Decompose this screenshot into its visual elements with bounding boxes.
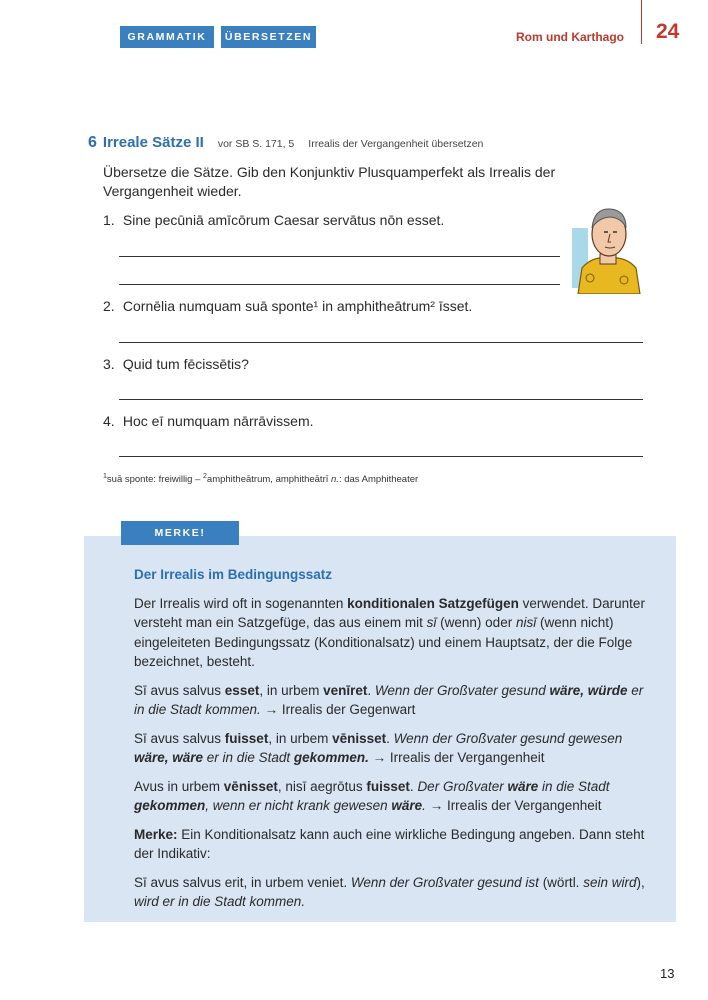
text-run: Sī avus salvus erit, in urbem veniet. (134, 874, 351, 890)
bold-run: fuisset (224, 730, 269, 746)
sentence-text: Hoc eī numquam nārrāvissem. (122, 413, 314, 429)
bold-run: vēnisset (332, 730, 387, 746)
text-run: Sī avus salvus (134, 682, 225, 698)
sentence-1 (103, 212, 444, 228)
text-run: verwendet. Darunter versteht man ein Satzgefüge, das aus einem mit (134, 595, 645, 630)
unit-title: Rom und Karthago (516, 30, 624, 44)
answer-line-1a[interactable] (119, 256, 560, 257)
text-run: Sī avus salvus (134, 730, 225, 746)
sentence-text: Quid tum fēcissētis? (122, 356, 249, 372)
italic-run: sī (426, 615, 437, 630)
header-divider (641, 0, 642, 44)
merke-note (134, 825, 654, 864)
text-run: , in urbem (259, 682, 324, 698)
footnote-marker-2: 2 (203, 473, 207, 480)
footnote-text-3: : das Amphitheater (338, 474, 419, 486)
text-run: . (386, 730, 394, 746)
merke-title: Der Irrealis im Bedingungssatz (134, 567, 333, 582)
bold-italic-run: wäre, würde (549, 682, 628, 698)
exercise-reference: vor SB S. 171, 5 (217, 138, 295, 150)
bold-italic-run: gekommen. (293, 750, 369, 765)
roman-portrait-illustration (568, 198, 646, 294)
text-run: , in urbem (268, 730, 333, 746)
text-run: (wenn nicht) eingeleiteten Bedingungssatz (Konditionalsatz) und einem Hauptsatz, der die Folge bezeichnet, besteht. (134, 615, 633, 669)
footnote (103, 473, 418, 485)
sentence-text: Sine pecūniā amīcōrum Caesar servātus nōn esset. (122, 212, 445, 228)
exercise-number: 6 (88, 134, 97, 151)
bold-run: fuisset (366, 778, 410, 794)
footnote-gender: n. (331, 474, 339, 486)
answer-line-2[interactable] (119, 342, 643, 343)
text-run: ), (636, 874, 645, 890)
tag-grammatik: GRAMMATIK (120, 26, 214, 48)
italic-run: in die Stadt (538, 778, 610, 794)
text-run: (wörtl. (538, 874, 584, 890)
sentence-number: 4. (103, 413, 115, 429)
bold-run: vēnisset (223, 778, 278, 794)
text-run: → Irrealis der Gegenwart (260, 702, 416, 717)
sentence-number: 3. (103, 356, 115, 372)
italic-run: wird er in die Stadt kommen. (134, 894, 306, 909)
text-run: → Irrealis der Vergangenheit (425, 798, 602, 813)
bold-run: konditionalen Satzgefügen (347, 595, 519, 611)
page-number: 13 (660, 966, 675, 981)
italic-run: . (422, 798, 426, 813)
footnote-text-1: suā sponte: freiwillig – (106, 474, 204, 486)
bold-run: Merke: (134, 826, 178, 842)
answer-line-4[interactable] (119, 456, 643, 457)
bold-italic-run: wäre (507, 778, 539, 794)
merke-example-vergangenheit-2 (134, 777, 654, 816)
italic-run: nisī (515, 615, 537, 630)
exercise-heading (88, 134, 483, 152)
text-run: . (409, 778, 418, 794)
italic-run: sein wird (583, 874, 637, 890)
italic-run: er in die Stadt (203, 750, 294, 765)
italic-run: er in die Stadt kommen. (134, 682, 644, 717)
sentence-text: Cornēlia numquam suā sponte¹ in amphitheātrum² īsset. (122, 298, 473, 314)
bold-italic-run: wäre (391, 798, 423, 813)
italic-run: Wenn der Großvater gesund ist (350, 874, 539, 890)
bold-run: esset (224, 682, 260, 698)
merke-example-indikativ (134, 873, 654, 912)
sentence-3 (103, 356, 249, 372)
text-run: Avus in urbem (134, 778, 224, 794)
exercise-title: Irreale Sätze II (102, 134, 204, 151)
text-run: Ein Konditionalsatz kann auch eine wirkliche Bedingung angeben. Dann steht der Indikativ: (134, 826, 645, 861)
text-run: (wenn) oder (436, 615, 516, 630)
merke-example-gegenwart (134, 681, 654, 720)
answer-line-1b[interactable] (119, 284, 560, 285)
italic-run: Der Großvater (417, 778, 508, 794)
footnote-text-2: amphitheātrum, amphitheātrī (206, 474, 332, 486)
exercise-instruction: Übersetze die Sätze. Gib den Konjunktiv Plusquamperfekt als Irrealis der Vergangenheit wieder. (103, 164, 556, 199)
sentence-4 (103, 413, 314, 429)
sentence-number: 2. (103, 298, 115, 314)
text-run: , nisī aegrōtus (277, 778, 367, 794)
italic-run: Wenn der Großvater gesund (374, 682, 550, 698)
text-run: → Irrealis der Vergangenheit (368, 750, 545, 765)
text-run: . (367, 682, 375, 698)
merke-tag: MERKE! (121, 521, 239, 545)
exercise-skill: Irrealis der Vergangenheit übersetzen (308, 138, 484, 150)
text-run: Der Irrealis wird oft in sogenannten (134, 595, 348, 611)
merke-content (134, 565, 654, 921)
bold-italic-run: wäre, wäre (134, 750, 204, 765)
italic-run: , wenn er nicht krank gewesen (205, 798, 392, 813)
merke-paragraph-1 (134, 594, 654, 672)
sentence-number: 1. (103, 212, 115, 228)
merke-example-vergangenheit-1 (134, 729, 654, 768)
footnote-marker-1: 1 (103, 473, 107, 480)
tag-uebersetzen: ÜBERSETZEN (221, 26, 316, 48)
sentence-2 (103, 298, 472, 314)
answer-line-3[interactable] (119, 399, 643, 400)
italic-run: Wenn der Großvater gesund gewesen (393, 730, 623, 746)
bold-run: venīret (323, 682, 368, 698)
unit-number: 24 (656, 20, 680, 43)
bold-italic-run: gekommen (134, 798, 206, 813)
